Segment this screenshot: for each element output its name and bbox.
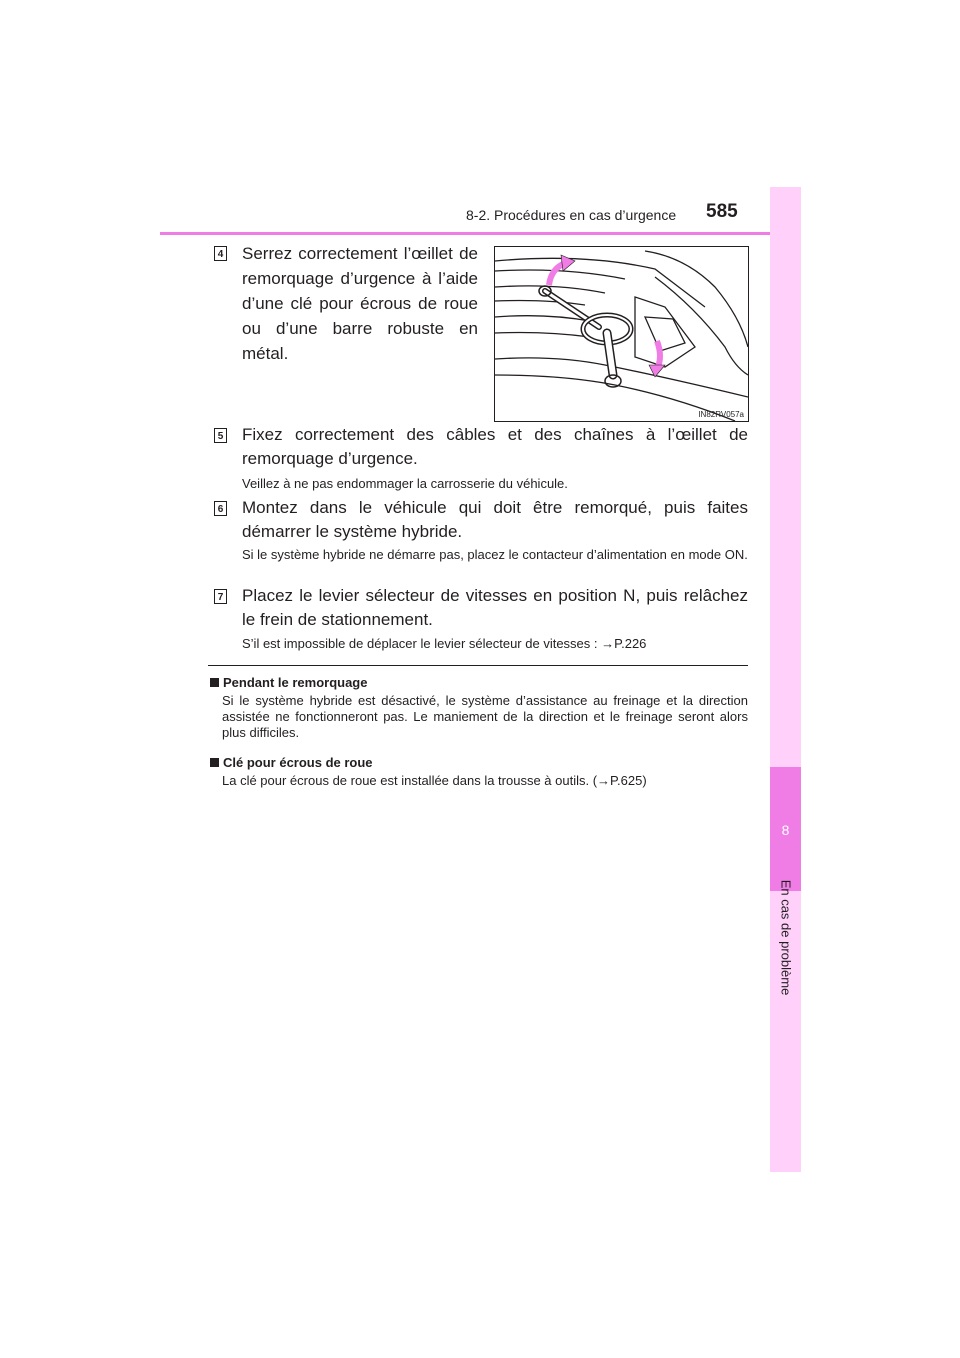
info-body-lug-wrench: La clé pour écrous de roue est installée dans la trousse à outils. (→P.625)	[222, 773, 647, 788]
page-number: 585	[706, 201, 738, 222]
wrench-tightening-illustration	[495, 247, 748, 421]
step-6-note: Si le système hybride ne démarre pas, placez le contacteur d’alimentation en mode ON.	[242, 547, 748, 562]
step-number-badge: 4	[214, 246, 227, 261]
step-number-badge: 6	[214, 501, 227, 516]
section-title: 8-2. Procédures en cas d’urgence	[466, 207, 677, 223]
step-number-badge: 5	[214, 428, 227, 443]
info-heading-lug-wrench	[210, 755, 373, 770]
step-5-note: Veillez à ne pas endommager la carrosserie du véhicule.	[242, 476, 568, 491]
header-rule	[160, 232, 800, 235]
square-bullet-icon	[210, 678, 219, 687]
chapter-number: 8	[781, 822, 790, 838]
step-number-badge: 7	[214, 589, 227, 604]
step-7-text: Placez le levier sélecteur de vitesses en position N, puis relâchez le frein de stationnement.	[242, 586, 748, 629]
info-heading-towing	[210, 675, 367, 690]
step-5-text: Fixez correctement des câbles et des chaînes à l’œillet de remorquage d’urgence.	[242, 425, 748, 468]
chapter-title: En cas de problème	[778, 879, 794, 996]
info-body-towing: Si le système hybride est désactivé, le système d’assistance au freinage et la direction assistée ne fonctionneront pas. Le maniement de la direction et le freinage seront alors plus difficiles.	[222, 693, 748, 740]
tow-eyelet-illustration	[494, 246, 749, 422]
step-7-note: S’il est impossible de déplacer le levier sélecteur de vitesses : →P.226	[242, 636, 647, 651]
square-bullet-icon	[210, 758, 219, 767]
figure-caption: IN82RV057a	[698, 410, 744, 419]
step-4-text: Serrez correctement l’œillet de remorquage d’urgence à l’aide d’une clé pour écrous de roue ou d’une barre robuste en métal.	[242, 244, 478, 363]
info-heading-label: Clé pour écrous de roue	[223, 755, 373, 770]
info-heading-label: Pendant le remorquage	[223, 675, 368, 690]
section-divider	[208, 665, 748, 666]
step-6-text: Montez dans le véhicule qui doit être remorqué, puis faites démarrer le système hybride.	[242, 498, 748, 541]
chapter-side-tab	[770, 187, 801, 1172]
